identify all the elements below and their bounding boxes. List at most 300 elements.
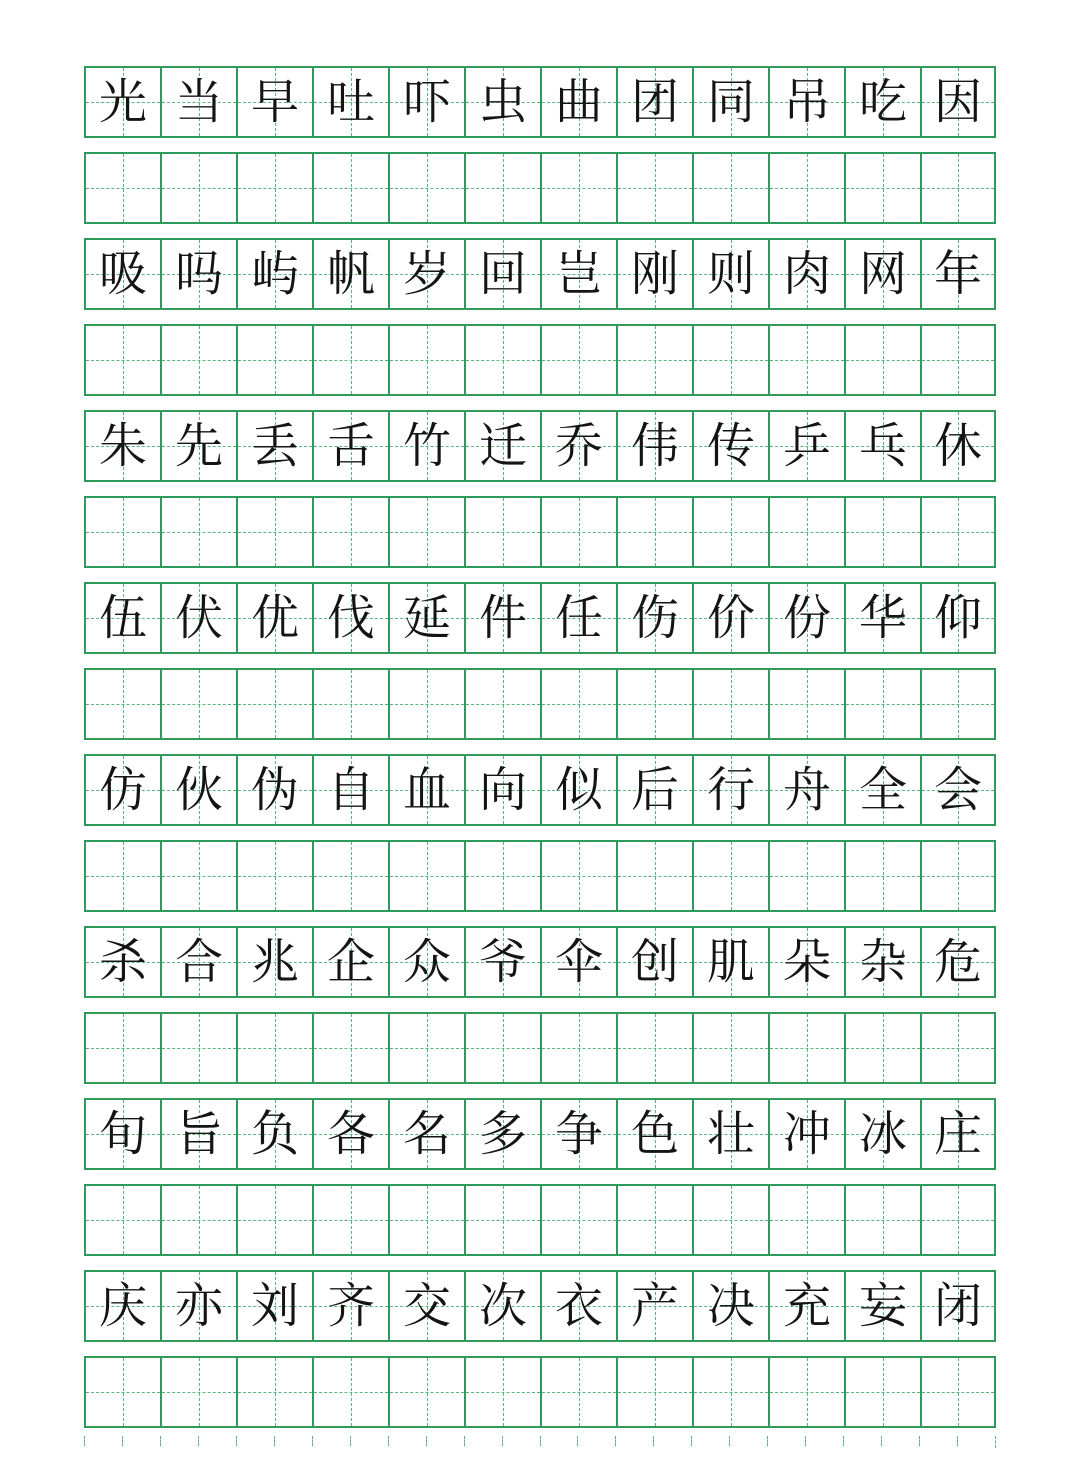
empty-practice-cell[interactable]	[160, 1356, 236, 1428]
character-cell	[236, 754, 312, 826]
model-character: 帆	[326, 246, 375, 302]
character-cell	[312, 66, 388, 138]
model-character: 伤	[630, 590, 679, 646]
empty-practice-cell[interactable]	[692, 496, 768, 568]
character-cell	[388, 582, 464, 654]
practice-row	[84, 152, 996, 224]
model-character: 回	[478, 246, 527, 302]
character-cell	[464, 1098, 540, 1170]
model-character: 各	[326, 1106, 375, 1162]
character-cell	[464, 754, 540, 826]
character-cell	[464, 238, 540, 310]
character-cell	[920, 1098, 996, 1170]
model-character: 当	[174, 74, 223, 130]
empty-practice-cell[interactable]	[388, 840, 464, 912]
model-character: 刚	[630, 246, 679, 302]
model-row	[84, 926, 996, 998]
character-cell	[920, 582, 996, 654]
character-cell	[616, 1270, 692, 1342]
character-cell	[844, 1098, 920, 1170]
model-character: 岂	[554, 246, 603, 302]
model-character: 次	[478, 1278, 527, 1334]
model-character: 优	[250, 590, 299, 646]
model-character: 乓	[858, 418, 907, 474]
empty-practice-cell[interactable]	[388, 496, 464, 568]
empty-practice-cell[interactable]	[768, 1184, 844, 1256]
model-character: 自	[326, 762, 375, 818]
character-cell	[692, 1098, 768, 1170]
empty-practice-cell[interactable]	[236, 840, 312, 912]
model-character: 似	[554, 762, 603, 818]
model-row	[84, 238, 996, 310]
empty-practice-cell[interactable]	[312, 324, 388, 396]
model-character: 休	[933, 418, 982, 474]
model-character: 危	[933, 934, 982, 990]
character-cell	[540, 410, 616, 482]
character-cell	[84, 410, 160, 482]
character-cell	[160, 582, 236, 654]
character-cell	[844, 926, 920, 998]
model-character: 舌	[326, 418, 375, 474]
character-cell	[692, 410, 768, 482]
practice-row	[84, 1184, 996, 1256]
model-character: 网	[858, 246, 907, 302]
empty-practice-cell[interactable]	[236, 152, 312, 224]
model-character: 件	[478, 590, 527, 646]
empty-practice-cell[interactable]	[540, 1356, 616, 1428]
empty-practice-cell[interactable]	[616, 668, 692, 740]
character-cell	[84, 582, 160, 654]
model-character: 吃	[858, 74, 907, 130]
model-character: 爷	[478, 934, 527, 990]
character-cell	[160, 926, 236, 998]
empty-practice-cell[interactable]	[692, 1356, 768, 1428]
empty-practice-cell[interactable]	[464, 668, 540, 740]
empty-practice-cell[interactable]	[920, 324, 996, 396]
model-character: 充	[782, 1278, 831, 1334]
model-character: 份	[782, 590, 831, 646]
empty-practice-cell[interactable]	[84, 152, 160, 224]
empty-practice-cell[interactable]	[920, 496, 996, 568]
empty-practice-cell[interactable]	[312, 1184, 388, 1256]
character-cell	[388, 926, 464, 998]
character-cell	[84, 238, 160, 310]
empty-practice-cell[interactable]	[692, 1184, 768, 1256]
character-cell	[540, 926, 616, 998]
character-cell	[236, 410, 312, 482]
empty-practice-cell[interactable]	[388, 668, 464, 740]
model-character: 后	[630, 762, 679, 818]
model-character: 仰	[933, 590, 982, 646]
model-row	[84, 66, 996, 138]
model-character: 价	[706, 590, 755, 646]
practice-row	[84, 1012, 996, 1084]
empty-practice-cell[interactable]	[388, 152, 464, 224]
empty-practice-cell[interactable]	[84, 1184, 160, 1256]
model-character: 肌	[706, 934, 755, 990]
model-character: 闭	[933, 1278, 982, 1334]
empty-practice-cell[interactable]	[388, 1012, 464, 1084]
character-cell	[84, 1098, 160, 1170]
model-row	[84, 1270, 996, 1342]
model-character: 向	[478, 762, 527, 818]
character-cell	[768, 582, 844, 654]
empty-practice-cell[interactable]	[920, 1012, 996, 1084]
model-character: 妄	[858, 1278, 907, 1334]
character-cell	[616, 582, 692, 654]
character-cell	[920, 1270, 996, 1342]
model-character: 众	[402, 934, 451, 990]
character-cell	[768, 66, 844, 138]
empty-practice-cell[interactable]	[768, 324, 844, 396]
empty-practice-cell[interactable]	[160, 1184, 236, 1256]
empty-practice-cell[interactable]	[768, 496, 844, 568]
grid-guide-tail	[84, 1436, 996, 1448]
model-character: 伏	[174, 590, 223, 646]
character-cell	[312, 238, 388, 310]
empty-practice-cell[interactable]	[312, 496, 388, 568]
character-cell	[464, 926, 540, 998]
character-cell	[768, 410, 844, 482]
character-cell	[84, 66, 160, 138]
empty-practice-cell[interactable]	[844, 1012, 920, 1084]
model-character: 冲	[782, 1106, 831, 1162]
empty-practice-cell[interactable]	[160, 1012, 236, 1084]
empty-practice-cell[interactable]	[464, 152, 540, 224]
model-character: 早	[250, 74, 299, 130]
character-cell	[768, 238, 844, 310]
character-cell	[844, 1270, 920, 1342]
character-cell	[388, 66, 464, 138]
empty-practice-cell[interactable]	[388, 1356, 464, 1428]
character-cell	[236, 238, 312, 310]
empty-practice-cell[interactable]	[464, 1356, 540, 1428]
model-character: 会	[933, 762, 982, 818]
character-cell	[464, 1270, 540, 1342]
character-cell	[540, 1270, 616, 1342]
model-character: 争	[554, 1106, 603, 1162]
model-character: 名	[402, 1106, 451, 1162]
character-cell	[692, 754, 768, 826]
character-cell	[236, 1270, 312, 1342]
model-character: 决	[706, 1278, 755, 1334]
model-row	[84, 582, 996, 654]
model-character: 乔	[554, 418, 603, 474]
character-cell	[160, 1270, 236, 1342]
character-cell	[160, 66, 236, 138]
empty-practice-cell[interactable]	[540, 840, 616, 912]
empty-practice-cell[interactable]	[84, 668, 160, 740]
model-character: 杂	[858, 934, 907, 990]
empty-practice-cell[interactable]	[920, 840, 996, 912]
empty-practice-cell[interactable]	[464, 1012, 540, 1084]
model-character: 仿	[98, 762, 147, 818]
empty-practice-cell[interactable]	[540, 496, 616, 568]
empty-practice-cell[interactable]	[236, 324, 312, 396]
model-character: 伍	[98, 590, 147, 646]
model-character: 丢	[250, 418, 299, 474]
model-character: 伞	[554, 934, 603, 990]
empty-practice-cell[interactable]	[616, 840, 692, 912]
character-cell	[160, 238, 236, 310]
empty-practice-cell[interactable]	[920, 1184, 996, 1256]
character-cell	[844, 66, 920, 138]
model-row	[84, 410, 996, 482]
empty-practice-cell[interactable]	[160, 324, 236, 396]
model-character: 延	[402, 590, 451, 646]
empty-practice-cell[interactable]	[692, 840, 768, 912]
model-character: 吐	[326, 74, 375, 130]
empty-practice-cell[interactable]	[844, 1356, 920, 1428]
model-character: 年	[933, 246, 982, 302]
character-cell	[84, 1270, 160, 1342]
empty-practice-cell[interactable]	[84, 1012, 160, 1084]
empty-practice-cell[interactable]	[464, 1184, 540, 1256]
model-character: 伐	[326, 590, 375, 646]
empty-practice-cell[interactable]	[160, 496, 236, 568]
model-character: 曲	[554, 74, 603, 130]
empty-practice-cell[interactable]	[236, 1012, 312, 1084]
empty-practice-cell[interactable]	[540, 1184, 616, 1256]
model-character: 竹	[402, 418, 451, 474]
model-character: 迁	[478, 418, 527, 474]
empty-practice-cell[interactable]	[464, 840, 540, 912]
empty-practice-cell[interactable]	[236, 1184, 312, 1256]
model-character: 伪	[250, 762, 299, 818]
model-character: 庆	[98, 1278, 147, 1334]
model-character: 光	[98, 74, 147, 130]
character-cell	[844, 754, 920, 826]
character-cell	[388, 754, 464, 826]
empty-practice-cell[interactable]	[844, 1184, 920, 1256]
model-character: 全	[858, 762, 907, 818]
practice-row	[84, 324, 996, 396]
character-cell	[920, 238, 996, 310]
empty-practice-cell[interactable]	[768, 152, 844, 224]
model-character: 岁	[402, 246, 451, 302]
model-character: 壮	[706, 1106, 755, 1162]
character-cell	[236, 66, 312, 138]
empty-practice-cell[interactable]	[920, 1356, 996, 1428]
model-character: 吓	[402, 74, 451, 130]
character-cell	[768, 754, 844, 826]
model-character: 企	[326, 934, 375, 990]
model-character: 冰	[858, 1106, 907, 1162]
character-cell	[312, 754, 388, 826]
model-character: 伙	[174, 762, 223, 818]
model-character: 任	[554, 590, 603, 646]
empty-practice-cell[interactable]	[692, 1012, 768, 1084]
model-character: 朵	[782, 934, 831, 990]
empty-practice-cell[interactable]	[388, 1184, 464, 1256]
model-character: 庄	[933, 1106, 982, 1162]
model-character: 华	[858, 590, 907, 646]
model-character: 多	[478, 1106, 527, 1162]
character-cell	[312, 1270, 388, 1342]
model-character: 舟	[782, 762, 831, 818]
character-cell	[768, 1270, 844, 1342]
empty-practice-cell[interactable]	[692, 324, 768, 396]
character-cell	[616, 410, 692, 482]
empty-practice-cell[interactable]	[920, 668, 996, 740]
model-character: 产	[630, 1278, 679, 1334]
empty-practice-cell[interactable]	[312, 1012, 388, 1084]
empty-practice-cell[interactable]	[920, 152, 996, 224]
empty-practice-cell[interactable]	[844, 840, 920, 912]
model-character: 同	[706, 74, 755, 130]
character-cell	[616, 926, 692, 998]
model-character: 朱	[98, 418, 147, 474]
empty-practice-cell[interactable]	[540, 1012, 616, 1084]
model-character: 团	[630, 74, 679, 130]
character-cell	[540, 754, 616, 826]
model-character: 旨	[174, 1106, 223, 1162]
empty-practice-cell[interactable]	[768, 1356, 844, 1428]
empty-practice-cell[interactable]	[768, 668, 844, 740]
character-cell	[84, 926, 160, 998]
model-row	[84, 754, 996, 826]
character-cell	[312, 582, 388, 654]
empty-practice-cell[interactable]	[616, 496, 692, 568]
model-character: 先	[174, 418, 223, 474]
character-cell	[312, 410, 388, 482]
character-cell	[540, 582, 616, 654]
empty-practice-cell[interactable]	[844, 324, 920, 396]
character-cell	[920, 926, 996, 998]
empty-practice-cell[interactable]	[84, 324, 160, 396]
model-character: 乒	[782, 418, 831, 474]
empty-practice-cell[interactable]	[540, 152, 616, 224]
character-cell	[160, 1098, 236, 1170]
model-character: 屿	[250, 246, 299, 302]
model-character: 合	[174, 934, 223, 990]
model-character: 吸	[98, 246, 147, 302]
empty-practice-cell[interactable]	[616, 1012, 692, 1084]
character-cell	[616, 66, 692, 138]
empty-practice-cell[interactable]	[692, 152, 768, 224]
character-cell	[84, 754, 160, 826]
model-character: 血	[402, 762, 451, 818]
model-character: 旬	[98, 1106, 147, 1162]
model-character: 创	[630, 934, 679, 990]
empty-practice-cell[interactable]	[160, 152, 236, 224]
character-cell	[388, 1098, 464, 1170]
empty-practice-cell[interactable]	[84, 496, 160, 568]
model-character: 肉	[782, 246, 831, 302]
character-cell	[692, 1270, 768, 1342]
character-cell	[692, 926, 768, 998]
character-cell	[388, 410, 464, 482]
empty-practice-cell[interactable]	[844, 496, 920, 568]
empty-practice-cell[interactable]	[160, 840, 236, 912]
character-cell	[616, 754, 692, 826]
model-character: 齐	[326, 1278, 375, 1334]
empty-practice-cell[interactable]	[616, 324, 692, 396]
character-cell	[692, 66, 768, 138]
empty-practice-cell[interactable]	[844, 152, 920, 224]
empty-practice-cell[interactable]	[768, 1012, 844, 1084]
character-cell	[312, 1098, 388, 1170]
model-character: 因	[933, 74, 982, 130]
character-cell	[236, 1098, 312, 1170]
empty-practice-cell[interactable]	[616, 1356, 692, 1428]
empty-practice-cell[interactable]	[692, 668, 768, 740]
model-character: 吗	[174, 246, 223, 302]
character-cell	[692, 238, 768, 310]
practice-row	[84, 840, 996, 912]
model-character: 伟	[630, 418, 679, 474]
model-character: 兆	[250, 934, 299, 990]
character-cell	[160, 754, 236, 826]
empty-practice-cell[interactable]	[464, 496, 540, 568]
character-cell	[844, 238, 920, 310]
model-character: 则	[706, 246, 755, 302]
practice-row	[84, 1356, 996, 1428]
empty-practice-cell[interactable]	[464, 324, 540, 396]
empty-practice-cell[interactable]	[540, 324, 616, 396]
empty-practice-cell[interactable]	[312, 668, 388, 740]
character-cell	[388, 1270, 464, 1342]
character-cell	[920, 66, 996, 138]
empty-practice-cell[interactable]	[616, 1184, 692, 1256]
empty-practice-cell[interactable]	[768, 840, 844, 912]
character-cell	[844, 582, 920, 654]
character-cell	[464, 66, 540, 138]
model-character: 刘	[250, 1278, 299, 1334]
empty-practice-cell[interactable]	[236, 1356, 312, 1428]
model-character: 衣	[554, 1278, 603, 1334]
model-row	[84, 1098, 996, 1170]
character-cell	[920, 410, 996, 482]
character-cell	[388, 238, 464, 310]
model-character: 行	[706, 762, 755, 818]
character-cell	[464, 582, 540, 654]
empty-practice-cell[interactable]	[312, 152, 388, 224]
empty-practice-cell[interactable]	[388, 324, 464, 396]
character-cell	[464, 410, 540, 482]
model-character: 交	[402, 1278, 451, 1334]
empty-practice-cell[interactable]	[84, 840, 160, 912]
empty-practice-cell[interactable]	[84, 1356, 160, 1428]
model-character: 负	[250, 1106, 299, 1162]
model-character: 亦	[174, 1278, 223, 1334]
empty-practice-cell[interactable]	[312, 840, 388, 912]
character-cell	[768, 1098, 844, 1170]
empty-practice-cell[interactable]	[844, 668, 920, 740]
model-character: 吊	[782, 74, 831, 130]
empty-practice-cell[interactable]	[160, 668, 236, 740]
character-cell	[692, 582, 768, 654]
character-cell	[312, 926, 388, 998]
empty-practice-cell[interactable]	[312, 1356, 388, 1428]
empty-practice-cell[interactable]	[540, 668, 616, 740]
character-cell	[768, 926, 844, 998]
character-cell	[616, 238, 692, 310]
character-cell	[236, 582, 312, 654]
character-cell	[160, 410, 236, 482]
character-cell	[920, 754, 996, 826]
model-character: 传	[706, 418, 755, 474]
character-cell	[540, 1098, 616, 1170]
practice-row	[84, 668, 996, 740]
empty-practice-cell[interactable]	[236, 496, 312, 568]
character-cell	[616, 1098, 692, 1170]
practice-row	[84, 496, 996, 568]
empty-practice-cell[interactable]	[236, 668, 312, 740]
character-cell	[540, 238, 616, 310]
model-character: 杀	[98, 934, 147, 990]
empty-practice-cell[interactable]	[616, 152, 692, 224]
